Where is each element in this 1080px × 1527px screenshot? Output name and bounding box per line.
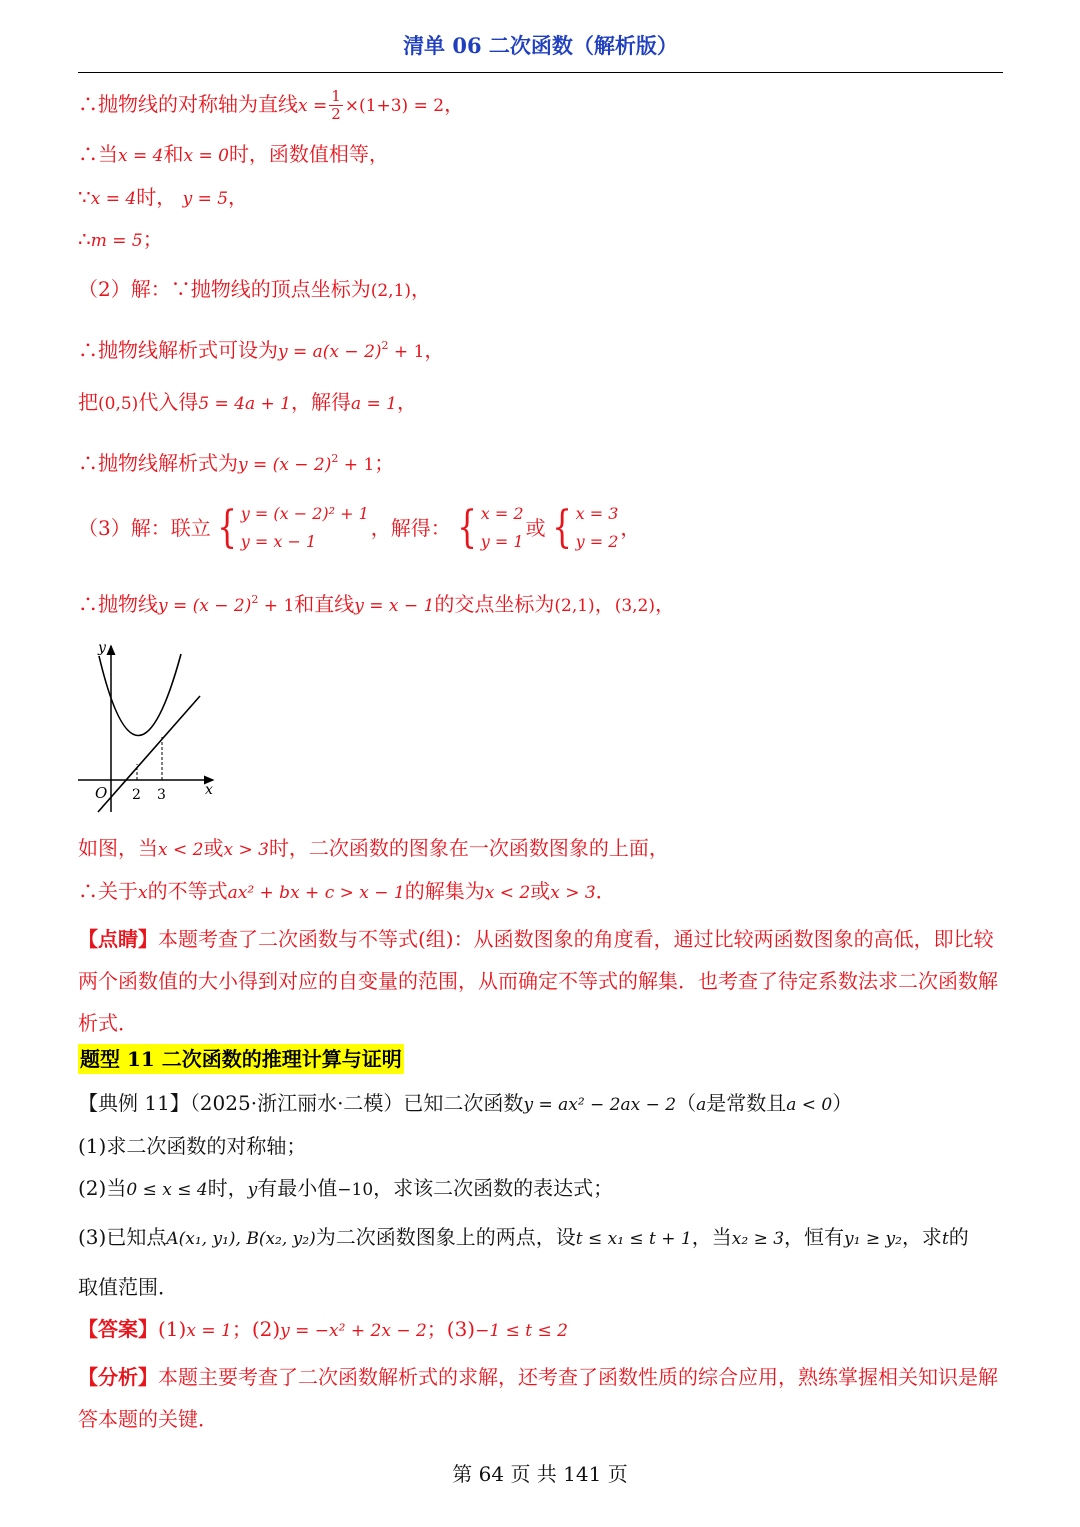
line-inequality-solution: ∴关于x的不等式ax² + bx + c > x − 1的解集为x < 2或x > 3． (78, 879, 616, 903)
question-3-continued: 取值范围． (78, 1275, 178, 1299)
line-intersections: ∴抛物线$y = (x - 2)^2 + 1$和直线y = x − 1的交点坐标为(2,1)，(3,2)， (78, 592, 676, 616)
header-title: 清单 06 二次函数（解析版） (403, 33, 678, 58)
line-m-equals-5: ∴m = 5； (78, 227, 163, 251)
page-number: 第 64 页 共 141 页 (452, 1462, 628, 1486)
y-axis-label: y (98, 640, 106, 656)
straight-line (98, 696, 200, 812)
question-3: (3)已知点A(x₁, y₁), B(x₂, y₂)为二次函数图象上的两点，设t ≤ x₁ ≤ t + 1，当x₂ ≥ 3，恒有y₁ ≥ y₂，求t的 (78, 1225, 969, 1249)
question-2: (2)当0 ≤ x ≤ 4时，y有最小值−10，求该二次函数的表达式； (78, 1176, 614, 1200)
line-part2-vertex: （2）解：∵抛物线的顶点坐标为(2,1)， (78, 277, 432, 301)
topic-banner: 题型 11 二次函数的推理计算与证明 (78, 1044, 404, 1074)
line-part3-system: （3）解：联立 { y = (x − 2)² + 1 y = x − 1 ，解得： { x = 2 y = 1 或 { x = 3 y = 2 ， (78, 500, 640, 556)
origin-label: O (95, 784, 108, 802)
line-substitute: 把(0,5)代入得5 = 4a + 1，解得a = 1， (78, 390, 418, 414)
solution-system-2: { x = 3 y = 2 (551, 502, 619, 553)
line-vertex-form: ∴抛物线解析式可设为$y = a(x - 2)^2 + 1$， (78, 338, 445, 362)
fraction-half: $\frac{1}{2}$ (331, 87, 341, 123)
page-footer (0, 1458, 1080, 1487)
page-header (78, 26, 1003, 73)
line-because-x4: ∵x = 4时， y = 5， (78, 185, 249, 209)
equation-system: { y = (x − 2)² + 1 y = x − 1 (216, 502, 369, 553)
question-1: (1)求二次函数的对称轴； (78, 1134, 307, 1158)
x-axis-label: x (205, 782, 213, 798)
line-parabola-result: ∴抛物线解析式为$y = (x - 2)^2 + 1$； (78, 451, 395, 475)
analysis-paragraph: 【分析】本题主要考查了二次函数解析式的求解，还考查了函数性质的综合应用，熟练掌握相关知识是解答本题的关键． (78, 1365, 998, 1431)
line-equal-values: ∴当x = 4和x = 0时，函数值相等， (78, 142, 389, 166)
solution-system-1: { x = 2 y = 1 (456, 502, 524, 553)
answer-line: 【答案】(1)x = 1；(2)y = −x² + 2x − 2；(3)−1 ≤ t ≤ 2 (78, 1317, 568, 1341)
line-graph-comparison: 如图，当x < 2或x > 3时，二次函数的图象在一次函数图象的上面， (78, 836, 669, 860)
line-axis-of-symmetry: ∴抛物线的对称轴为直线x = $\frac{1}{2}$ ×(1+3) = 2， (78, 87, 465, 123)
comment-paragraph: 【点睛】本题考查了二次函数与不等式(组)：从函数图象的角度看，通过比较两函数图象的高低，即比较两个函数值的大小得到对应的自变量的范围，从而确定不等式的解集．也考查了待定系数法求二次函数解析式． (78, 927, 998, 1035)
parabola-line-graph (78, 636, 228, 816)
topic-banner-wrap (78, 1044, 404, 1074)
tick-label-3: 3 (157, 787, 166, 803)
example-statement: 【典例 11】（2025·浙江丽水·二模）已知二次函数y = ax² − 2ax − 2（a是常数且a < 0） (78, 1091, 853, 1115)
tick-label-2: 2 (132, 787, 141, 803)
